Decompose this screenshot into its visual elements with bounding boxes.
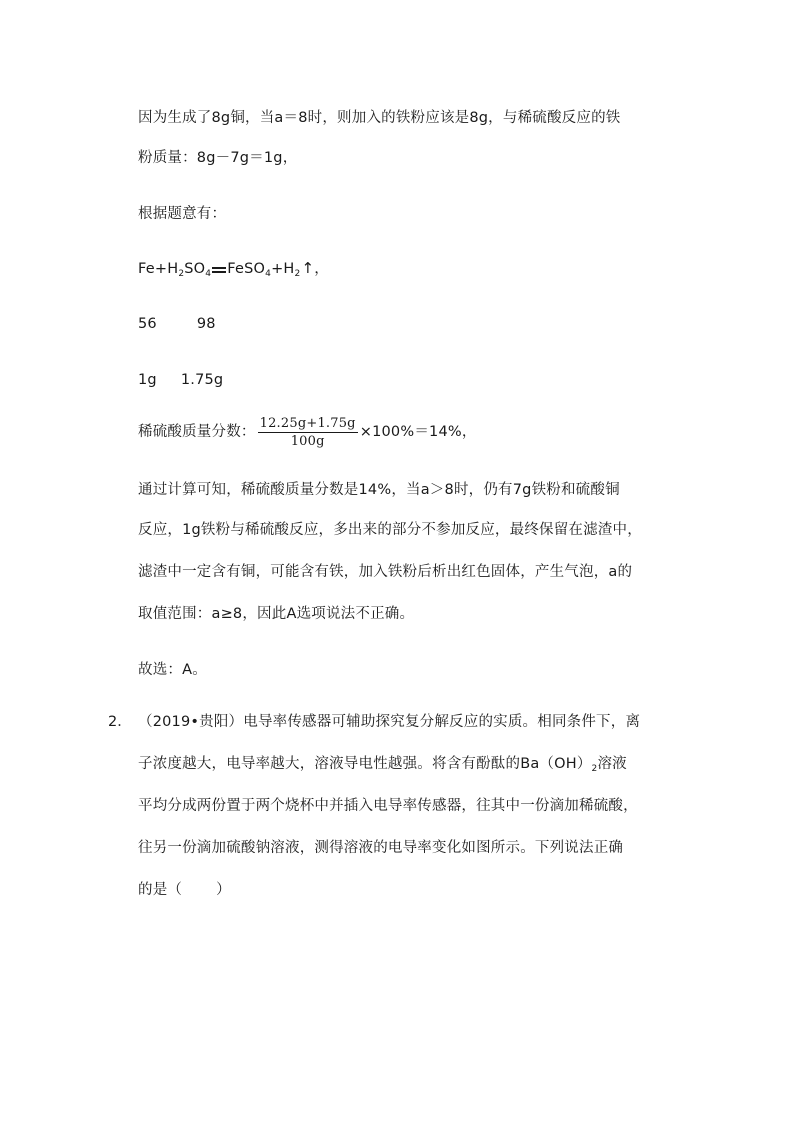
ratio-acid-mass: 98 — [196, 316, 216, 332]
mass-fraction-line — [138, 414, 477, 450]
fraction — [258, 415, 358, 450]
chemical-equation: $Fe+H_2SO_4$ $FeSO_4+H_2↑$， — [138, 259, 329, 279]
paragraph-line-1: 通过计算可知，稀硫酸质量分数是14%，当a＞8时，仍有7g铁粉和硫酸铜 — [138, 482, 620, 498]
solution-line-3: 根据题意有： — [138, 206, 227, 222]
reactant-so4: SO — [184, 261, 206, 277]
mass-fraction-result: ×100%＝14%， — [359, 424, 477, 440]
question-line-4: 往另一份滴加硫酸钠溶液，测得溶液的电导率变化如图所示。下列说法正确 — [138, 840, 624, 856]
solution-line-2: 粉质量：8g－7g＝1g， — [138, 150, 298, 166]
solution-line-1: 因为生成了8g铜，当a＝8时，则加入的铁粉应该是8g，与稀硫酸反应的铁 — [138, 110, 621, 126]
ratio-row-2 — [138, 370, 223, 390]
ratio-row-1 — [138, 314, 216, 334]
paragraph-line-3: 滤渣中一定含有铜，可能含有铁，加入铁粉后析出红色固体，产生气泡，a的 — [138, 564, 633, 580]
product-h2: +H — [271, 261, 295, 277]
ratio-acid-actual: 1.75g — [180, 372, 224, 388]
reactant-fe: Fe+H — [138, 261, 179, 277]
fraction-denominator: 100g — [290, 433, 325, 449]
paragraph-line-4: 取值范围：a≥8，因此A选项说法不正确。 — [138, 606, 415, 622]
ratio-fe-mass: 56 — [138, 316, 157, 332]
gas-arrow-icon: ↑ — [301, 259, 315, 277]
answer-line: 故选：A。 — [138, 662, 207, 678]
fraction-numerator: 12.25g+1.75g — [259, 415, 356, 431]
product-feso4: FeSO — [227, 261, 266, 277]
equals-sign — [211, 259, 227, 279]
question-number: 2． — [108, 714, 132, 730]
question-line-3: 平均分成两份置于两个烧杯中并插入电导率传感器，往其中一份滴加稀硫酸， — [138, 798, 638, 814]
ratio-fe-actual: 1g — [138, 372, 157, 388]
question-line-1: （2019•贵阳）电导率传感器可辅助探究复分解反应的实质。相同条件下，离 — [138, 714, 641, 730]
question-line-5: 的是（ ） — [138, 882, 231, 898]
mass-fraction-label: 稀硫酸质量分数： — [138, 424, 256, 440]
paragraph-line-2: 反应，1g铁粉与稀硫酸反应，多出来的部分不参加反应，最终保留在滤渣中， — [138, 522, 642, 538]
question-line-2: 子浓度越大，电导率越大，溶液导电性越强。将含有酚酞的$Ba(OH)_2$溶液 — [138, 756, 627, 774]
